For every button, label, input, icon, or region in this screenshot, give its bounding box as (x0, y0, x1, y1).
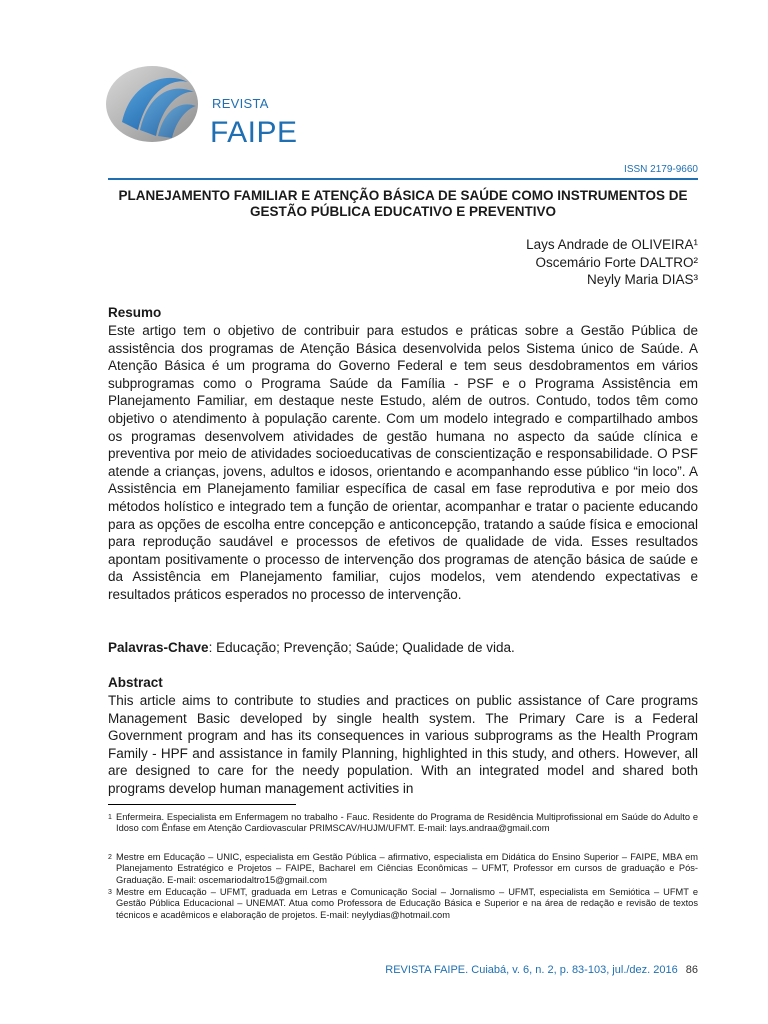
footnote-number: 3 (108, 889, 112, 896)
logo-text-faipe: FAIPE (210, 116, 298, 149)
author-1: Lays Andrade de OLIVEIRA¹ (526, 237, 698, 252)
header-divider (108, 178, 698, 180)
page-number: 86 (685, 964, 698, 976)
author-3: Neyly Maria DIAS³ (586, 272, 698, 287)
footnote-3 (108, 887, 698, 921)
abstract-text: This article aims to contribute to studies and practices on public assistance of Care programs Management Basic developed by single health system. The Primary Care is a Federal Government program and has its consequences in various subprograms as the Health Program Family - HPF and assistance in family Planning, highlighted in this study, and others. However, all are designed to care for the needy population. With an integrated model and shared both programs develop human management activities in (108, 693, 698, 796)
issn-number: ISSN 2179-9660 (624, 164, 698, 175)
footnote-2 (108, 852, 698, 886)
resumo-text: Este artigo tem o objetivo de contribuir para estudos e práticas sobre a Gestão Pública de assistência dos programas de Atenção Básica desenvolvida pelos Sistema único de Saúde. A Atenção Básica é um programa do Governo Federal e tem seus desdobramentos em vários subprogramas como o Programa Saúde da Família - PSF e o Programa Assistência em Planejamento Familiar, em destaque neste Estudo, além de outros. Contudo, todos têm como objetivo o atendimento à população carente. Com um modelo integrado e compartilhado ambos os programas desenvolvem atividades de gestão humana no aspecto da saúde clínica e preventiva por meio de atividades socioeducativas de conscientização e responsabilidade. O PSF atende a crianças, jovens, adultos e idosos, orientando e acompanhando esse público “in loco”. A Assistência em Planejamento familiar específica de casal em fase reprodutiva e por meio dos métodos holístico e integrado tem a função de orientar, acompanhar e tratar o paciente educando para as opções de escolha entre concepção e anticoncepção, tratando a saúde física e emocional para reprodução saudável e processos de efetivos de qualidade de vida. Esses resultados apontam positivamente o processo de intervenção dos programas de atenção básica de saúde e da Assistência em Planejamento familiar, cujos modelos, vem atendendo expectativas e resultados práticos esperados no processo de intervenção. (108, 323, 698, 602)
footnote-divider (108, 804, 296, 805)
author-list (526, 236, 698, 289)
page-footer (385, 964, 698, 976)
footnote-number: 2 (108, 854, 112, 861)
keywords-text: : Educação; Prevenção; Saúde; Qualidade de vida. (208, 640, 515, 655)
keywords-line (108, 640, 698, 655)
resumo-heading: Resumo (108, 305, 162, 320)
abstract-heading: Abstract (108, 675, 163, 690)
footnote-number: 1 (108, 814, 112, 821)
journal-logo-icon (104, 64, 200, 144)
footnote-text: Enfermeira. Especialista em Enfermagem no trabalho - Fauc. Residente do Programa de Residência Multiprofissional em Saúde do Adulto e Idoso com Ênfase em Atenção Cardiovascular PRIMSCAV/HUJM/UFMT. E-mail: lays.andraa@gmail.com (116, 812, 698, 834)
author-2: Oscemário Forte DALTRO² (535, 254, 698, 270)
keywords-label: Palavras-Chave (108, 640, 209, 655)
article-title: PLANEJAMENTO FAMILIAR E ATENÇÃO BÁSICA DE SAÚDE COMO INSTRUMENTOS DE GESTÃO PÚBLICA EDUCATIVO E PREVENTIVO (118, 188, 688, 219)
logo-text-revista: REVISTA (212, 96, 269, 111)
footnote-text: Mestre em Educação – UFMT, graduada em Letras e Comunicação Social – Jornalismo – UFMT, especialista em Semiótica – UFMT e Gestão Pública Educacional – UNEMAT. Atua como Professora de Educação Básica e Superior e na área de redação e revisão de textos técnicos e acadêmicos e elaboração de projetos. E-mail: neylydias@hotmail.com (116, 887, 698, 920)
footer-citation: REVISTA FAIPE. Cuiabá, v. 6, n. 2, p. 83-103, jul./dez. 2016 (385, 964, 678, 976)
footnote-1 (108, 812, 698, 835)
footnote-text: Mestre em Educação – UNIC, especialista em Gestão Pública – afirmativo, especialista em Didática do Ensino Superior – FAIPE, MBA em Planejamento Estratégico e Projetos – FAIPE, Bacharel em Ciências Econômicas – UFMT, Professor em cursos de graduação e Pós-Graduação. E-mail: oscemariodaltro15@gmail.com (116, 852, 698, 885)
